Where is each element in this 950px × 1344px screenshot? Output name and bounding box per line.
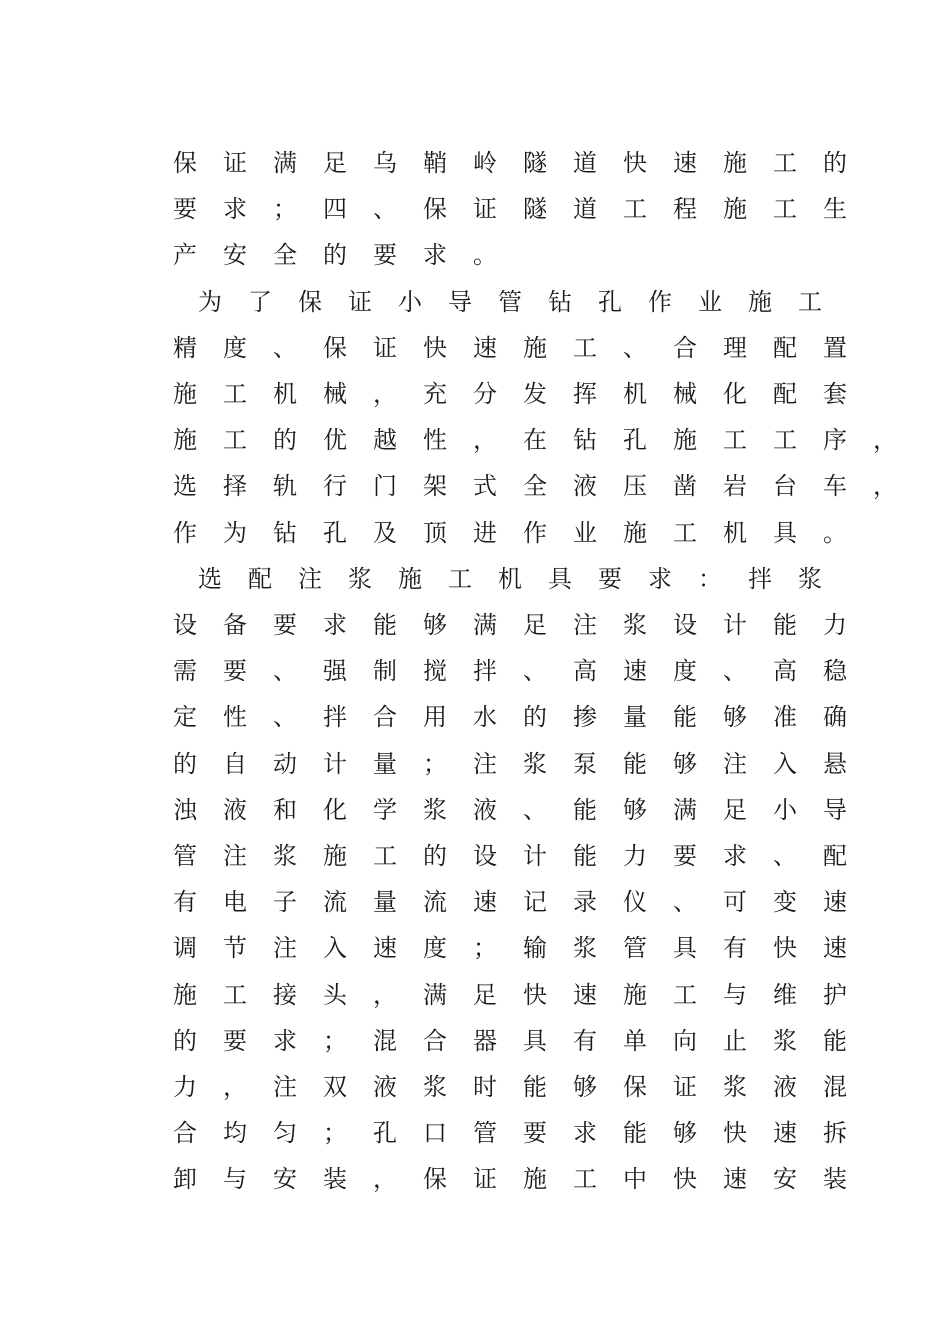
text-line: 产 安 全 的 要 求 。: [173, 241, 497, 270]
text-line: 精 度 、 保 证 快 速 施 工 、 合 理 配 置: [173, 333, 847, 362]
text-line: 保 证 满 足 乌 鞘 岭 隧 道 快 速 施 工 的: [173, 149, 847, 177]
text-line: 调 节 注 入 速 度 ； 输 浆 管 具 有 快 速: [173, 934, 847, 963]
text-line: 的 自 动 计 量 ； 注 浆 泵 能 够 注 入 悬: [173, 749, 847, 778]
text-line: 定 性 、 拌 合 用 水 的 掺 量 能 够 准 确: [173, 703, 847, 732]
text-line: 施 工 的 优 越 性 ， 在 钻 孔 施 工 工 序 ，: [173, 426, 897, 455]
text-line: 合 均 匀 ； 孔 口 管 要 求 能 够 快 速 拆: [173, 1119, 847, 1148]
text-line: 管 注 浆 施 工 的 设 计 能 力 要 求 、 配: [173, 842, 847, 870]
text-line: 要 求 ； 四 、 保 证 隧 道 工 程 施 工 生: [173, 195, 847, 224]
text-line: 施 工 机 械 ， 充 分 发 挥 机 械 化 配 套: [173, 380, 847, 408]
text-line: 设 备 要 求 能 够 满 足 注 浆 设 计 能 力: [173, 611, 847, 639]
text-line: 施 工 接 头 ， 满 足 快 速 施 工 与 维 护: [173, 980, 847, 1009]
text-line: 为 了 保 证 小 导 管 钻 孔 作 业 施 工: [198, 287, 822, 316]
text-line: 的 要 求 ； 混 合 器 具 有 单 向 止 浆 能: [173, 1026, 847, 1055]
text-line: 有 电 子 流 量 流 速 记 录 仪 、 可 变 速: [173, 888, 847, 917]
text-line: 浊 液 和 化 学 浆 液 、 能 够 满 足 小 导: [173, 795, 847, 824]
text-line: 选 配 注 浆 施 工 机 具 要 求 ： 拌 浆: [198, 564, 822, 593]
text-line: 卸 与 安 装 ， 保 证 施 工 中 快 速 安 装: [173, 1165, 847, 1194]
text-line: 需 要 、 强 制 搅 拌 、 高 速 度 、 高 稳: [173, 657, 847, 686]
text-line: 选 择 轨 行 门 架 式 全 液 压 凿 岩 台 车 ，: [173, 472, 897, 501]
text-line: 作 为 钻 孔 及 顶 进 作 业 施 工 机 具 。: [173, 518, 847, 547]
text-line: 力 ， 注 双 液 浆 时 能 够 保 证 浆 液 混: [173, 1073, 847, 1101]
